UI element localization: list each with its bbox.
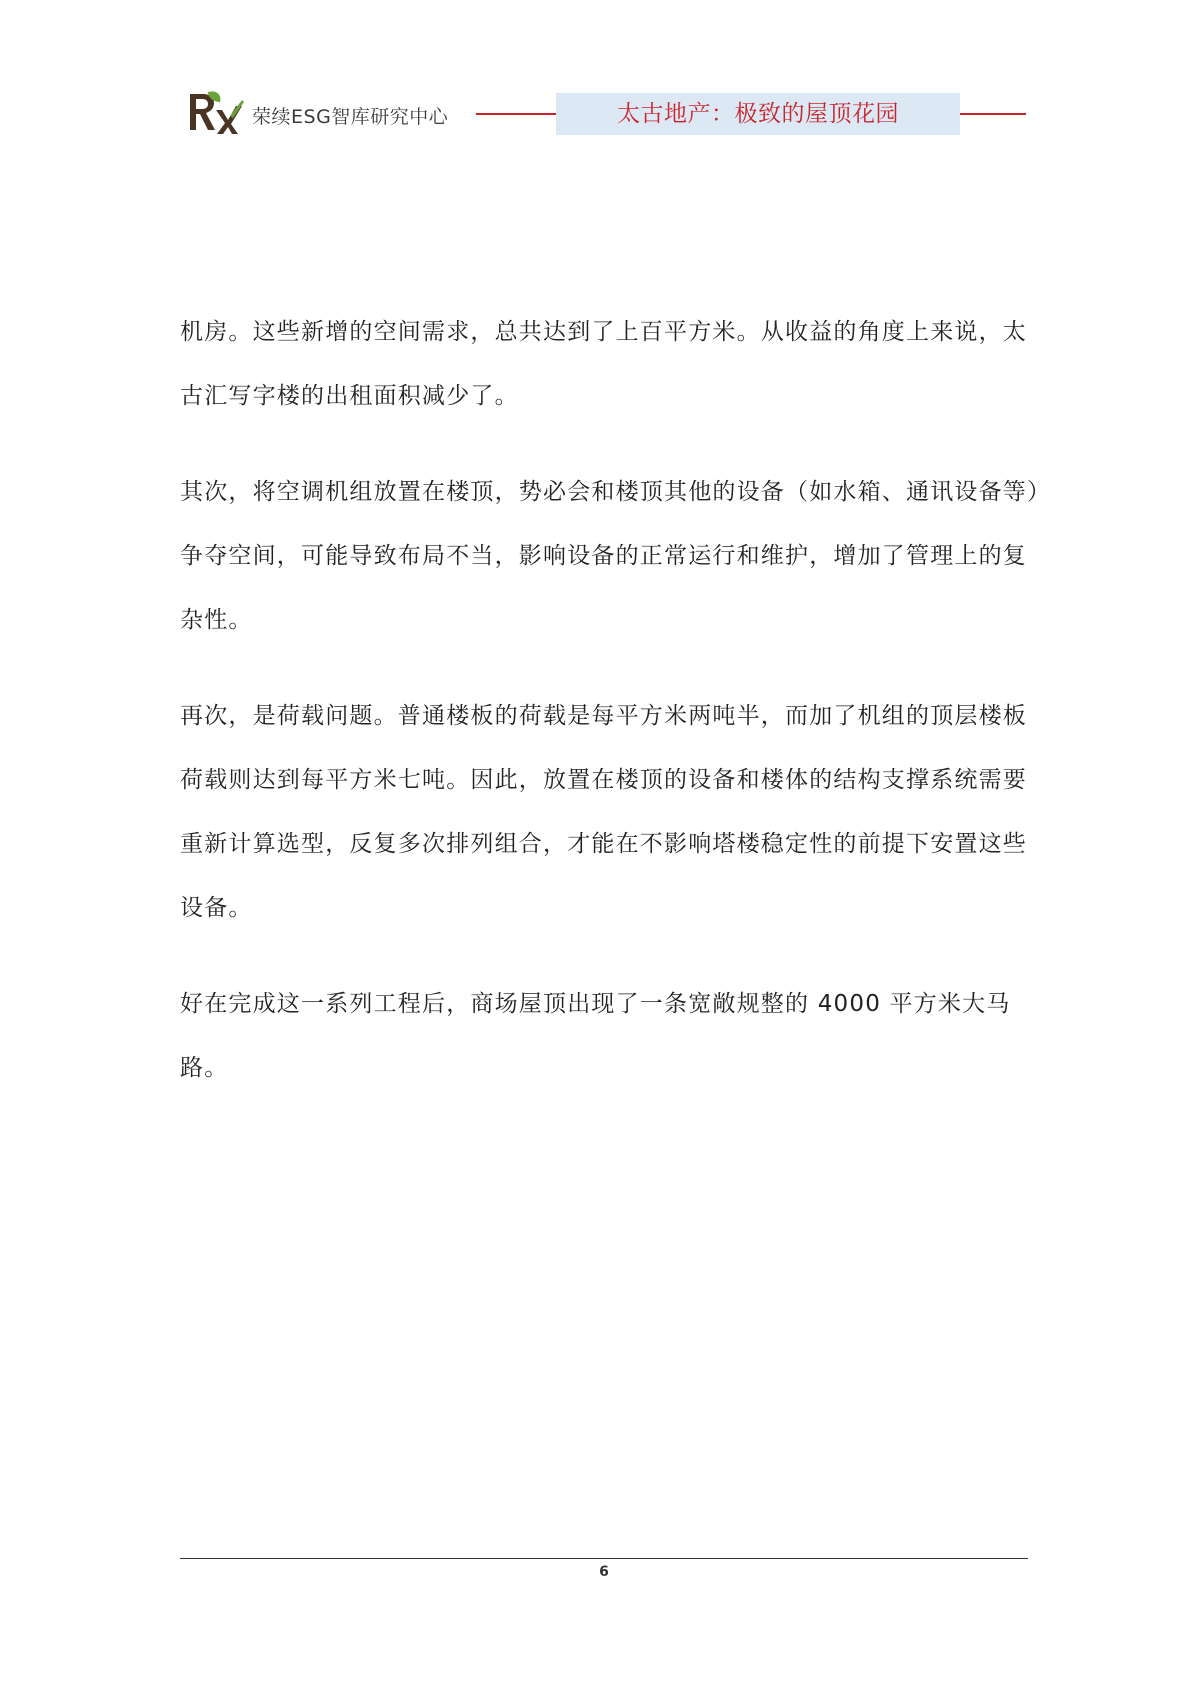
- header-rule-right: [960, 113, 1026, 115]
- body-text: [180, 300, 1042, 1132]
- paragraph: 好在完成这一系列工程后，商场屋顶出现了一条宽敞规整的 4000 平方米大马路。: [180, 991, 1011, 1081]
- footer-divider: [180, 1558, 1028, 1559]
- page-header: [186, 88, 1026, 140]
- page-number: 6: [599, 1564, 609, 1580]
- paragraph: 其次，将空调机组放置在楼顶，势必会和楼顶其他的设备（如水箱、通讯设备等）争夺空间，可能导致布局不当，影响设备的正常运行和维护，增加了管理上的复杂性。: [180, 479, 1040, 633]
- header-rule-left: [476, 113, 556, 115]
- rx-logo-icon: [186, 90, 244, 134]
- document-title: 太古地产：极致的屋顶花园: [556, 93, 960, 135]
- org-name: 荣续ESG智库研究中心: [252, 106, 449, 128]
- paragraph: 机房。这些新增的空间需求，总共达到了上百平方米。从收益的角度上来说，太古汇写字楼的出租面积减少了。: [180, 319, 1027, 409]
- paragraph: 再次，是荷载问题。普通楼板的荷载是每平方米两吨半，而加了机组的顶层楼板荷载则达到每平方米七吨。因此，放置在楼顶的设备和楼体的结构支撑系统需要重新计算选型，反复多次排列组合，才能在不影响塔楼稳定性的前提下安置这些设备。: [180, 703, 1027, 921]
